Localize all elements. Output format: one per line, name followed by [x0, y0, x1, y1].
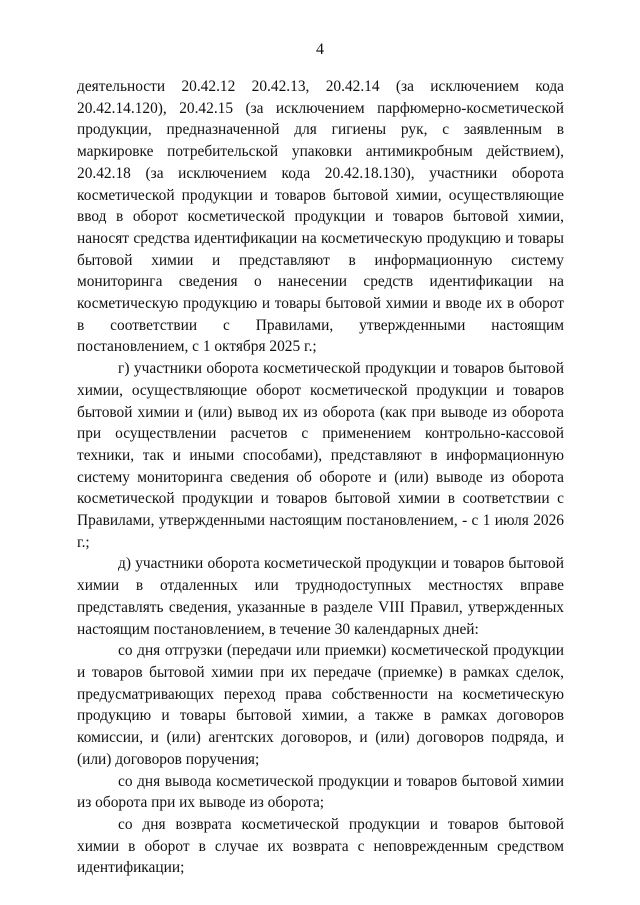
paragraph-item-d: д) участники оборота косметической продукции и товаров бытовой химии в отдаленных или труднодоступных местностях вправе представлять сведения, указанные в разделе VIII Правил, утвержденных настоящим постановлением, в течение 30 календарных дней:	[77, 555, 564, 638]
paragraph-withdrawal: со дня вывода косметической продукции и товаров бытовой химии из оборота при их выводе из оборота;	[77, 772, 564, 812]
paragraph-item-g: г) участники оборота косметической продукции и товаров бытовой химии, осуществляющие оборот косметической продукции и товаров бытовой химии и (или) вывод их из оборота (как при выводе из оборота при осуществлении расчетов с применением контрольно-кассовой техники, так и иными способами), представляют в информационную систему мониторинга сведения об обороте и (или) выводе из оборота косметической продукции и товаров бытовой химии в соответствии с Правилами, утвержденными настоящим постановлением, - с 1 июля 2026 г.;	[77, 360, 564, 551]
page-number: 4	[316, 41, 324, 58]
document-body	[77, 76, 564, 879]
paragraph-continuation: деятельности 20.42.12 20.42.13, 20.42.14 (за исключением кода 20.42.14.120), 20.42.15 (за исключением парфюмерно-косметической продукции, предназначенной для гигиены рук, с заявленным в маркировке потребительской упаковки антимикробным действием), 20.42.18 (за исключением кода 20.42.18.130), участники оборота косметической продукции и товаров бытовой химии, осуществляющие ввод в оборот косметической продукции и товаров бытовой химии, наносят средства идентификации на косметическую продукцию и товары бытовой химии и представляют в информационную систему мониторинга сведения о нанесении средств идентификации на косметическую продукцию и товары бытовой химии и вводе их в оборот в соответствии с Правилами, утвержденными настоящим постановлением, с 1 октября 2025 г.;	[77, 78, 564, 356]
paragraph-return: со дня возврата косметической продукции и товаров бытовой химии в оборот в случае их возврата с неповрежденным средством идентификации;	[77, 815, 564, 877]
paragraph-shipment: со дня отгрузки (передачи или приемки) косметической продукции и товаров бытовой химии при их передаче (приемке) в рамках сделок, предусматривающих переход права собственности на косметическую продукцию и товары бытовой химии, а также в рамках договоров комиссии, и (или) агентских договоров, и (или) договоров подряда, и (или) договоров поручения;	[77, 642, 564, 768]
